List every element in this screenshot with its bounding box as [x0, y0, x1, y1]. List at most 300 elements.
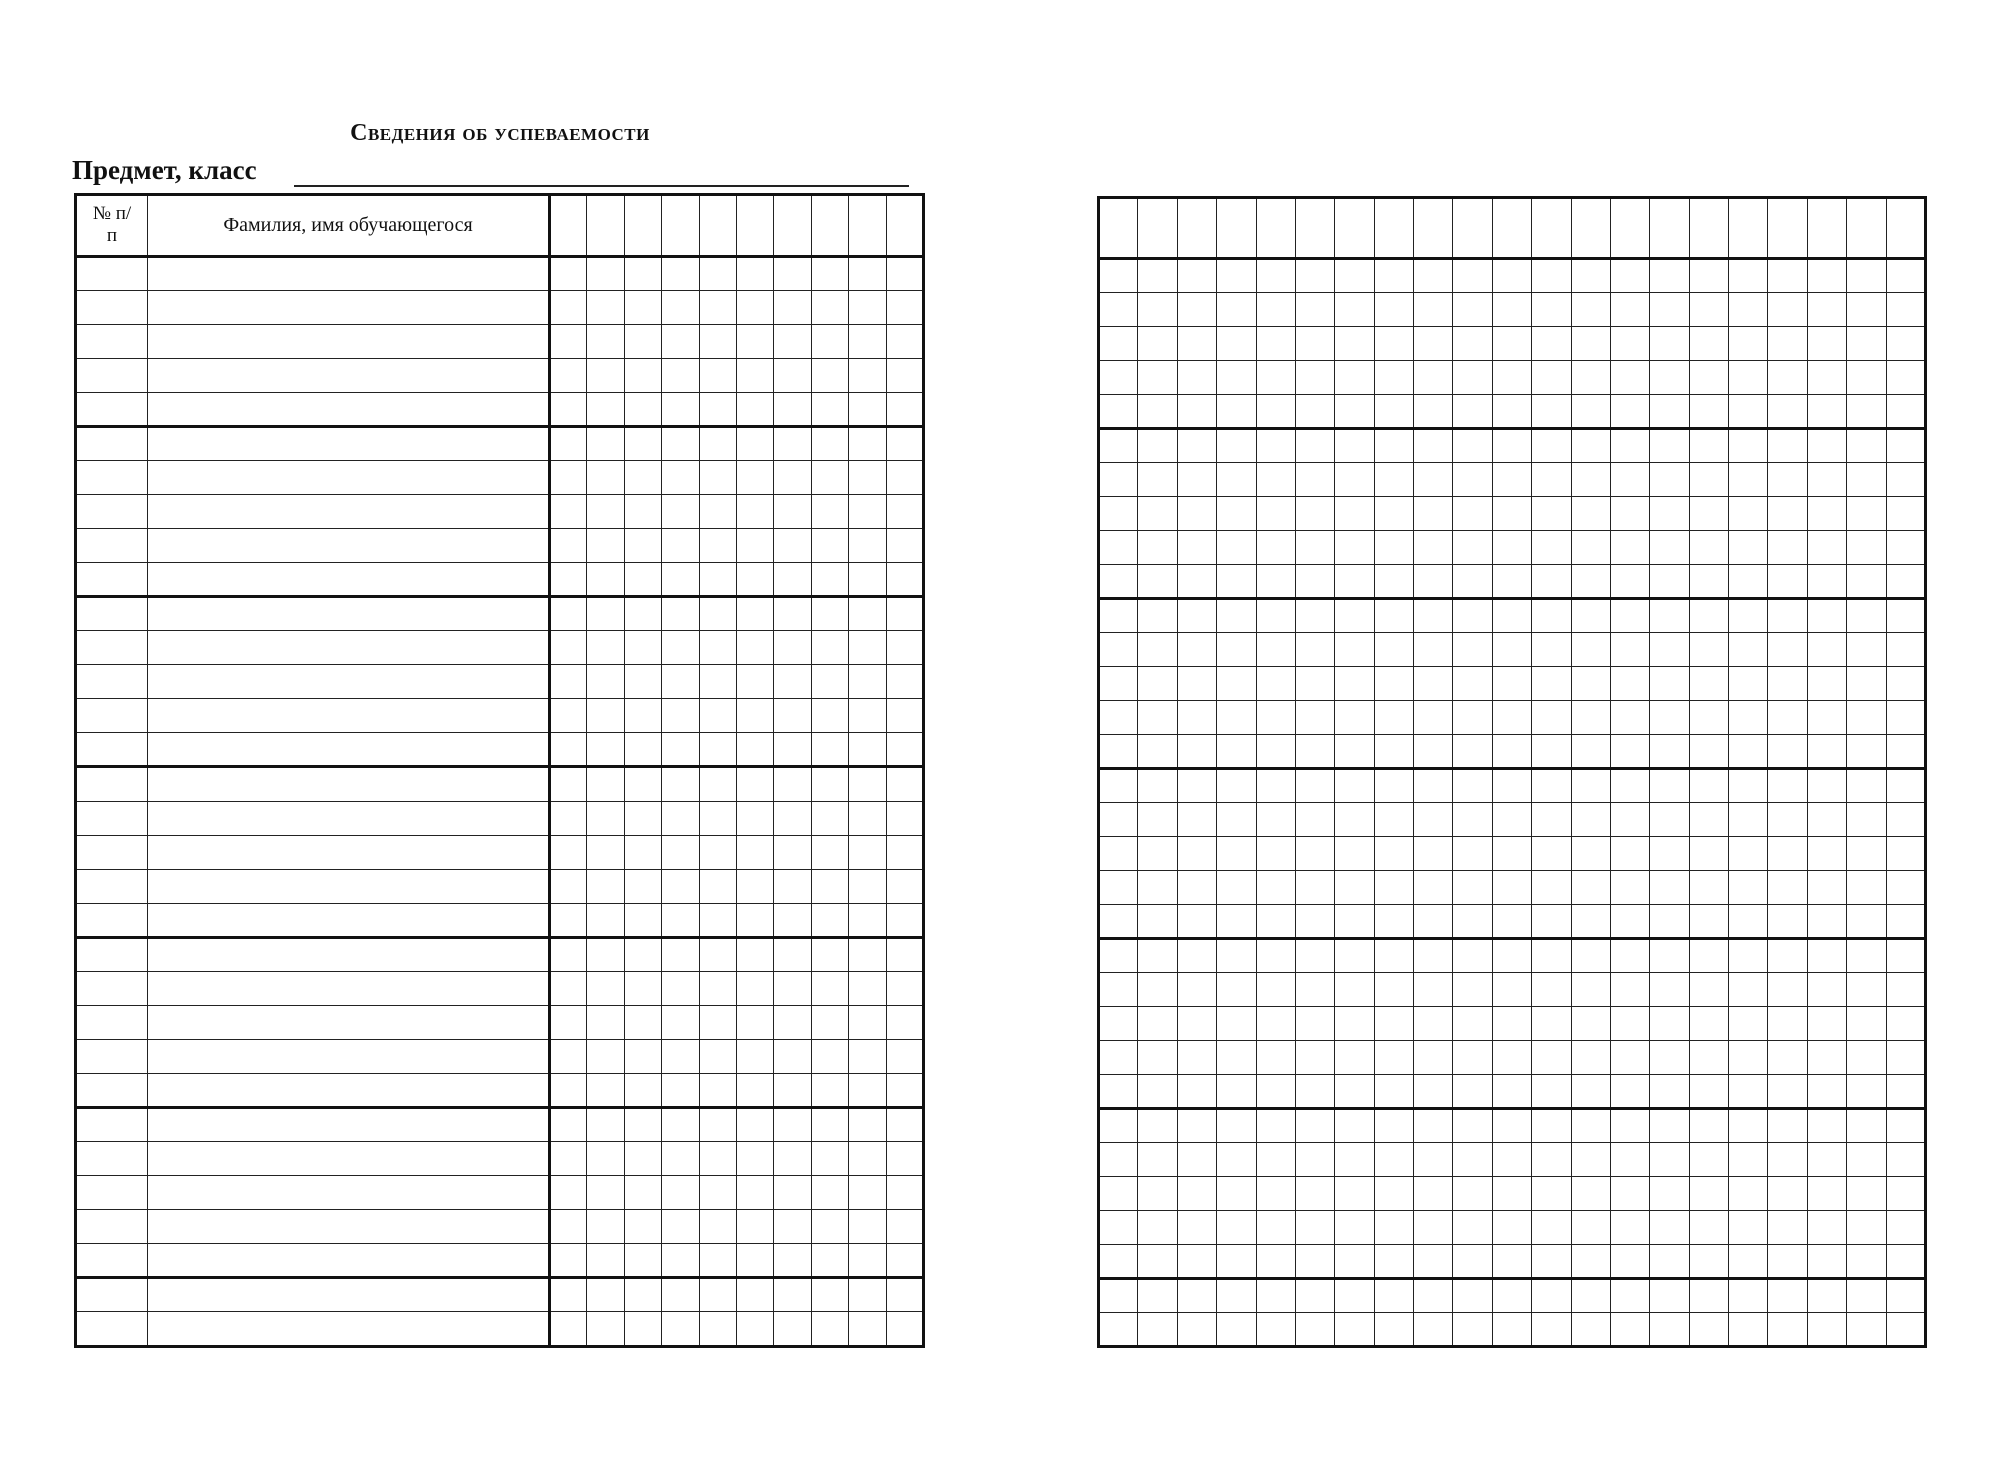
- mark-cell[interactable]: [587, 1176, 624, 1210]
- mark-cell[interactable]: [1217, 1007, 1256, 1041]
- mark-cell[interactable]: [1571, 395, 1610, 429]
- mark-cell[interactable]: [699, 665, 736, 699]
- mark-cell[interactable]: [1729, 1007, 1768, 1041]
- mark-cell[interactable]: [1374, 1278, 1413, 1312]
- mark-cell[interactable]: [1492, 463, 1531, 497]
- mark-cell[interactable]: [1729, 667, 1768, 701]
- mark-cell[interactable]: [1099, 565, 1138, 599]
- mark-cell[interactable]: [1729, 463, 1768, 497]
- mark-cell[interactable]: [1650, 701, 1689, 735]
- mark-cell[interactable]: [1650, 1142, 1689, 1176]
- mark-cell[interactable]: [1453, 667, 1492, 701]
- mark-cell[interactable]: [587, 494, 624, 528]
- mark-cell[interactable]: [811, 631, 848, 665]
- mark-cell[interactable]: [1847, 1007, 1886, 1041]
- mark-cell[interactable]: [1807, 259, 1846, 293]
- mark-cell[interactable]: [1610, 463, 1649, 497]
- mark-cell[interactable]: [624, 733, 661, 767]
- mark-cell[interactable]: [1335, 429, 1374, 463]
- mark-cell[interactable]: [1217, 973, 1256, 1007]
- mark-cell[interactable]: [624, 869, 661, 903]
- mark-cell[interactable]: [849, 494, 886, 528]
- mark-cell[interactable]: [1138, 1109, 1177, 1143]
- mark-cell[interactable]: [1256, 395, 1295, 429]
- mark-cell[interactable]: [811, 971, 848, 1005]
- mark-cell[interactable]: [811, 1108, 848, 1142]
- mark-cell[interactable]: [699, 903, 736, 937]
- mark-cell[interactable]: [1610, 429, 1649, 463]
- mark-cell[interactable]: [1138, 735, 1177, 769]
- mark-cell[interactable]: [736, 971, 773, 1005]
- mark-cell[interactable]: [587, 1142, 624, 1176]
- mark-cell[interactable]: [886, 903, 923, 937]
- mark-cell[interactable]: [1847, 1176, 1886, 1210]
- mark-cell[interactable]: [1453, 1244, 1492, 1278]
- mark-cell[interactable]: [736, 563, 773, 597]
- mark-cell[interactable]: [736, 1142, 773, 1176]
- mark-cell[interactable]: [587, 835, 624, 869]
- mark-cell[interactable]: [1295, 429, 1334, 463]
- student-name-cell[interactable]: [148, 699, 550, 733]
- mark-cell[interactable]: [1099, 1244, 1138, 1278]
- mark-cell[interactable]: [699, 1142, 736, 1176]
- mark-cell[interactable]: [886, 835, 923, 869]
- mark-cell[interactable]: [1295, 939, 1334, 973]
- mark-cell[interactable]: [1807, 463, 1846, 497]
- mark-cell[interactable]: [1217, 905, 1256, 939]
- mark-cell[interactable]: [1256, 531, 1295, 565]
- row-number-cell[interactable]: [76, 324, 148, 358]
- mark-cell[interactable]: [886, 426, 923, 460]
- mark-cell[interactable]: [1453, 871, 1492, 905]
- mark-cell[interactable]: [699, 1278, 736, 1312]
- mark-cell[interactable]: [1689, 463, 1728, 497]
- mark-cell[interactable]: [774, 1312, 811, 1347]
- mark-cell[interactable]: [1650, 1210, 1689, 1244]
- mark-cell[interactable]: [1689, 905, 1728, 939]
- mark-cell[interactable]: [1335, 871, 1374, 905]
- mark-cell[interactable]: [1492, 327, 1531, 361]
- mark-cell[interactable]: [1610, 259, 1649, 293]
- mark-cell[interactable]: [1886, 871, 1926, 905]
- mark-cell[interactable]: [624, 631, 661, 665]
- mark-cell[interactable]: [699, 1005, 736, 1039]
- mark-cell[interactable]: [1532, 327, 1571, 361]
- mark-cell[interactable]: [1256, 1176, 1295, 1210]
- mark-cell[interactable]: [1138, 599, 1177, 633]
- mark-cell[interactable]: [1138, 633, 1177, 667]
- mark-cell[interactable]: [1217, 837, 1256, 871]
- mark-cell[interactable]: [886, 392, 923, 426]
- mark-cell[interactable]: [1335, 497, 1374, 531]
- mark-cell[interactable]: [1847, 837, 1886, 871]
- mark-cell[interactable]: [1768, 293, 1807, 327]
- mark-cell[interactable]: [1374, 463, 1413, 497]
- mark-cell[interactable]: [1847, 293, 1886, 327]
- student-name-cell[interactable]: [148, 1074, 550, 1108]
- mark-cell[interactable]: [662, 903, 699, 937]
- mark-cell[interactable]: [550, 597, 587, 631]
- mark-cell[interactable]: [736, 903, 773, 937]
- mark-cell[interactable]: [662, 1142, 699, 1176]
- mark-cell[interactable]: [1295, 1007, 1334, 1041]
- mark-cell[interactable]: [1138, 769, 1177, 803]
- mark-cell[interactable]: [1374, 259, 1413, 293]
- mark-cell[interactable]: [550, 971, 587, 1005]
- mark-cell[interactable]: [1807, 531, 1846, 565]
- mark-cell[interactable]: [587, 767, 624, 801]
- mark-cell[interactable]: [624, 358, 661, 392]
- mark-cell[interactable]: [1217, 259, 1256, 293]
- mark-cell[interactable]: [1492, 973, 1531, 1007]
- mark-cell[interactable]: [1453, 1142, 1492, 1176]
- mark-cell[interactable]: [1335, 1278, 1374, 1312]
- mark-cell[interactable]: [1217, 803, 1256, 837]
- mark-cell[interactable]: [1768, 327, 1807, 361]
- mark-cell[interactable]: [1847, 701, 1886, 735]
- student-name-cell[interactable]: [148, 529, 550, 563]
- mark-cell[interactable]: [886, 733, 923, 767]
- mark-cell[interactable]: [1374, 667, 1413, 701]
- mark-cell[interactable]: [1807, 667, 1846, 701]
- mark-cell[interactable]: [1532, 1142, 1571, 1176]
- mark-cell[interactable]: [1335, 531, 1374, 565]
- mark-cell[interactable]: [886, 1005, 923, 1039]
- mark-cell[interactable]: [1374, 1244, 1413, 1278]
- mark-cell[interactable]: [1886, 1109, 1926, 1143]
- mark-cell[interactable]: [1374, 429, 1413, 463]
- mark-cell[interactable]: [1807, 395, 1846, 429]
- mark-cell[interactable]: [1138, 1041, 1177, 1075]
- mark-cell[interactable]: [662, 665, 699, 699]
- mark-cell[interactable]: [1807, 1109, 1846, 1143]
- mark-cell[interactable]: [1374, 837, 1413, 871]
- mark-cell[interactable]: [624, 1108, 661, 1142]
- mark-cell[interactable]: [1807, 1041, 1846, 1075]
- mark-cell[interactable]: [1295, 565, 1334, 599]
- mark-cell[interactable]: [1689, 803, 1728, 837]
- mark-cell[interactable]: [1847, 1244, 1886, 1278]
- mark-cell[interactable]: [1453, 463, 1492, 497]
- mark-cell[interactable]: [550, 1074, 587, 1108]
- mark-cell[interactable]: [1886, 633, 1926, 667]
- mark-cell[interactable]: [1492, 667, 1531, 701]
- mark-cell[interactable]: [1138, 1176, 1177, 1210]
- mark-cell[interactable]: [1099, 769, 1138, 803]
- mark-cell[interactable]: [1768, 1109, 1807, 1143]
- mark-cell[interactable]: [1571, 1176, 1610, 1210]
- mark-cell[interactable]: [699, 290, 736, 324]
- mark-cell[interactable]: [1492, 735, 1531, 769]
- mark-cell[interactable]: [1847, 803, 1886, 837]
- mark-cell[interactable]: [1847, 395, 1886, 429]
- mark-cell[interactable]: [1571, 1278, 1610, 1312]
- mark-cell[interactable]: [811, 494, 848, 528]
- mark-cell[interactable]: [1768, 973, 1807, 1007]
- mark-column-header[interactable]: [1335, 198, 1374, 259]
- mark-cell[interactable]: [886, 631, 923, 665]
- mark-cell[interactable]: [1256, 871, 1295, 905]
- mark-cell[interactable]: [1099, 1075, 1138, 1109]
- mark-cell[interactable]: [1099, 531, 1138, 565]
- mark-cell[interactable]: [1650, 803, 1689, 837]
- mark-cell[interactable]: [1374, 565, 1413, 599]
- mark-cell[interactable]: [1256, 327, 1295, 361]
- mark-cell[interactable]: [662, 494, 699, 528]
- mark-cell[interactable]: [1256, 1210, 1295, 1244]
- mark-cell[interactable]: [1295, 1312, 1334, 1346]
- mark-cell[interactable]: [1610, 293, 1649, 327]
- mark-cell[interactable]: [1374, 1007, 1413, 1041]
- mark-cell[interactable]: [662, 1108, 699, 1142]
- mark-cell[interactable]: [1492, 837, 1531, 871]
- mark-cell[interactable]: [1532, 1007, 1571, 1041]
- mark-cell[interactable]: [1335, 837, 1374, 871]
- mark-cell[interactable]: [1689, 1176, 1728, 1210]
- mark-cell[interactable]: [1453, 599, 1492, 633]
- mark-cell[interactable]: [1650, 1176, 1689, 1210]
- mark-cell[interactable]: [587, 256, 624, 290]
- mark-cell[interactable]: [1689, 1075, 1728, 1109]
- student-name-cell[interactable]: [148, 733, 550, 767]
- mark-cell[interactable]: [1099, 497, 1138, 531]
- mark-cell[interactable]: [849, 597, 886, 631]
- mark-cell[interactable]: [699, 699, 736, 733]
- mark-cell[interactable]: [1492, 939, 1531, 973]
- mark-cell[interactable]: [886, 699, 923, 733]
- mark-cell[interactable]: [1295, 1278, 1334, 1312]
- mark-cell[interactable]: [1138, 905, 1177, 939]
- mark-cell[interactable]: [1453, 531, 1492, 565]
- mark-cell[interactable]: [1886, 1210, 1926, 1244]
- mark-cell[interactable]: [1335, 463, 1374, 497]
- mark-cell[interactable]: [1217, 395, 1256, 429]
- mark-cell[interactable]: [886, 801, 923, 835]
- mark-cell[interactable]: [1335, 259, 1374, 293]
- mark-cell[interactable]: [624, 1244, 661, 1278]
- mark-cell[interactable]: [587, 1039, 624, 1073]
- mark-cell[interactable]: [1374, 1109, 1413, 1143]
- mark-cell[interactable]: [1177, 1041, 1216, 1075]
- mark-cell[interactable]: [1807, 633, 1846, 667]
- mark-cell[interactable]: [1217, 1312, 1256, 1346]
- mark-cell[interactable]: [774, 563, 811, 597]
- mark-cell[interactable]: [1807, 361, 1846, 395]
- mark-cell[interactable]: [1847, 735, 1886, 769]
- mark-cell[interactable]: [550, 1142, 587, 1176]
- mark-cell[interactable]: [811, 869, 848, 903]
- mark-cell[interactable]: [1807, 1210, 1846, 1244]
- mark-cell[interactable]: [1532, 633, 1571, 667]
- mark-cell[interactable]: [624, 1142, 661, 1176]
- mark-cell[interactable]: [1768, 497, 1807, 531]
- mark-cell[interactable]: [1138, 837, 1177, 871]
- mark-cell[interactable]: [1453, 259, 1492, 293]
- mark-cell[interactable]: [811, 597, 848, 631]
- mark-cell[interactable]: [1492, 429, 1531, 463]
- mark-cell[interactable]: [774, 426, 811, 460]
- mark-cell[interactable]: [1886, 769, 1926, 803]
- mark-cell[interactable]: [736, 392, 773, 426]
- mark-cell[interactable]: [1689, 1041, 1728, 1075]
- mark-cell[interactable]: [1847, 973, 1886, 1007]
- mark-cell[interactable]: [736, 1244, 773, 1278]
- mark-cell[interactable]: [811, 426, 848, 460]
- mark-cell[interactable]: [1650, 463, 1689, 497]
- mark-cell[interactable]: [662, 1176, 699, 1210]
- mark-cell[interactable]: [1295, 463, 1334, 497]
- mark-cell[interactable]: [1177, 803, 1216, 837]
- mark-cell[interactable]: [1571, 361, 1610, 395]
- row-number-cell[interactable]: [76, 256, 148, 290]
- mark-cell[interactable]: [1532, 1176, 1571, 1210]
- mark-cell[interactable]: [1886, 939, 1926, 973]
- mark-cell[interactable]: [1768, 1244, 1807, 1278]
- mark-cell[interactable]: [1571, 939, 1610, 973]
- mark-cell[interactable]: [1571, 429, 1610, 463]
- mark-cell[interactable]: [1295, 803, 1334, 837]
- mark-cell[interactable]: [699, 597, 736, 631]
- mark-cell[interactable]: [849, 256, 886, 290]
- mark-cell[interactable]: [1807, 1312, 1846, 1346]
- mark-cell[interactable]: [886, 494, 923, 528]
- mark-cell[interactable]: [1689, 259, 1728, 293]
- mark-cell[interactable]: [1217, 1210, 1256, 1244]
- mark-column-header[interactable]: [1217, 198, 1256, 259]
- mark-cell[interactable]: [1414, 871, 1453, 905]
- mark-cell[interactable]: [1295, 667, 1334, 701]
- mark-cell[interactable]: [1099, 327, 1138, 361]
- mark-cell[interactable]: [1099, 1176, 1138, 1210]
- mark-cell[interactable]: [1689, 497, 1728, 531]
- row-number-cell[interactable]: [76, 699, 148, 733]
- mark-cell[interactable]: [1453, 1041, 1492, 1075]
- mark-cell[interactable]: [736, 733, 773, 767]
- mark-cell[interactable]: [1729, 973, 1768, 1007]
- student-name-cell[interactable]: [148, 1244, 550, 1278]
- mark-cell[interactable]: [550, 903, 587, 937]
- mark-cell[interactable]: [1571, 973, 1610, 1007]
- mark-cell[interactable]: [1138, 429, 1177, 463]
- mark-cell[interactable]: [1689, 395, 1728, 429]
- mark-cell[interactable]: [736, 529, 773, 563]
- row-number-cell[interactable]: [76, 1176, 148, 1210]
- mark-cell[interactable]: [1886, 565, 1926, 599]
- mark-cell[interactable]: [662, 869, 699, 903]
- mark-cell[interactable]: [1177, 735, 1216, 769]
- mark-cell[interactable]: [1689, 871, 1728, 905]
- mark-cell[interactable]: [1138, 1142, 1177, 1176]
- mark-cell[interactable]: [1414, 667, 1453, 701]
- mark-cell[interactable]: [1256, 1244, 1295, 1278]
- mark-cell[interactable]: [849, 767, 886, 801]
- mark-cell[interactable]: [1335, 939, 1374, 973]
- mark-cell[interactable]: [662, 1312, 699, 1347]
- mark-cell[interactable]: [1807, 1142, 1846, 1176]
- mark-cell[interactable]: [1177, 1244, 1216, 1278]
- mark-cell[interactable]: [1099, 1312, 1138, 1346]
- mark-cell[interactable]: [1256, 1007, 1295, 1041]
- mark-cell[interactable]: [587, 1244, 624, 1278]
- mark-cell[interactable]: [1177, 1176, 1216, 1210]
- mark-cell[interactable]: [1768, 599, 1807, 633]
- mark-cell[interactable]: [1099, 837, 1138, 871]
- mark-cell[interactable]: [1768, 1142, 1807, 1176]
- mark-cell[interactable]: [1571, 803, 1610, 837]
- mark-cell[interactable]: [662, 1278, 699, 1312]
- mark-cell[interactable]: [1650, 837, 1689, 871]
- row-number-cell[interactable]: [76, 801, 148, 835]
- mark-cell[interactable]: [1177, 429, 1216, 463]
- mark-cell[interactable]: [811, 665, 848, 699]
- mark-cell[interactable]: [1768, 769, 1807, 803]
- mark-cell[interactable]: [1177, 293, 1216, 327]
- mark-cell[interactable]: [587, 631, 624, 665]
- mark-cell[interactable]: [1571, 701, 1610, 735]
- mark-cell[interactable]: [624, 1210, 661, 1244]
- mark-column-header[interactable]: [1295, 198, 1334, 259]
- mark-cell[interactable]: [849, 324, 886, 358]
- mark-cell[interactable]: [1374, 769, 1413, 803]
- mark-cell[interactable]: [1217, 293, 1256, 327]
- mark-cell[interactable]: [1256, 259, 1295, 293]
- student-name-cell[interactable]: [148, 1142, 550, 1176]
- mark-cell[interactable]: [1295, 599, 1334, 633]
- mark-cell[interactable]: [774, 1039, 811, 1073]
- mark-cell[interactable]: [886, 460, 923, 494]
- mark-cell[interactable]: [1532, 837, 1571, 871]
- mark-cell[interactable]: [1610, 1244, 1649, 1278]
- mark-cell[interactable]: [1099, 939, 1138, 973]
- student-name-cell[interactable]: [148, 460, 550, 494]
- mark-cell[interactable]: [1217, 361, 1256, 395]
- row-number-cell[interactable]: [76, 597, 148, 631]
- mark-cell[interactable]: [1807, 939, 1846, 973]
- mark-cell[interactable]: [1768, 871, 1807, 905]
- mark-cell[interactable]: [1177, 599, 1216, 633]
- mark-cell[interactable]: [1610, 327, 1649, 361]
- mark-cell[interactable]: [1138, 531, 1177, 565]
- mark-cell[interactable]: [1650, 395, 1689, 429]
- mark-cell[interactable]: [774, 1210, 811, 1244]
- mark-cell[interactable]: [1532, 1244, 1571, 1278]
- mark-cell[interactable]: [1335, 1312, 1374, 1346]
- mark-cell[interactable]: [1177, 1142, 1216, 1176]
- mark-cell[interactable]: [624, 494, 661, 528]
- mark-column-header[interactable]: [1610, 198, 1649, 259]
- mark-cell[interactable]: [1689, 1109, 1728, 1143]
- mark-cell[interactable]: [1886, 973, 1926, 1007]
- mark-cell[interactable]: [774, 1005, 811, 1039]
- mark-cell[interactable]: [1138, 463, 1177, 497]
- mark-cell[interactable]: [1610, 939, 1649, 973]
- mark-cell[interactable]: [1650, 293, 1689, 327]
- student-name-cell[interactable]: [148, 1176, 550, 1210]
- mark-cell[interactable]: [1138, 361, 1177, 395]
- mark-cell[interactable]: [1532, 395, 1571, 429]
- mark-cell[interactable]: [1099, 1007, 1138, 1041]
- mark-cell[interactable]: [1453, 565, 1492, 599]
- mark-cell[interactable]: [1571, 905, 1610, 939]
- mark-cell[interactable]: [1532, 769, 1571, 803]
- mark-cell[interactable]: [886, 937, 923, 971]
- mark-cell[interactable]: [1532, 939, 1571, 973]
- mark-cell[interactable]: [1217, 1176, 1256, 1210]
- mark-cell[interactable]: [1847, 939, 1886, 973]
- mark-cell[interactable]: [662, 460, 699, 494]
- mark-cell[interactable]: [1886, 463, 1926, 497]
- mark-cell[interactable]: [1492, 1176, 1531, 1210]
